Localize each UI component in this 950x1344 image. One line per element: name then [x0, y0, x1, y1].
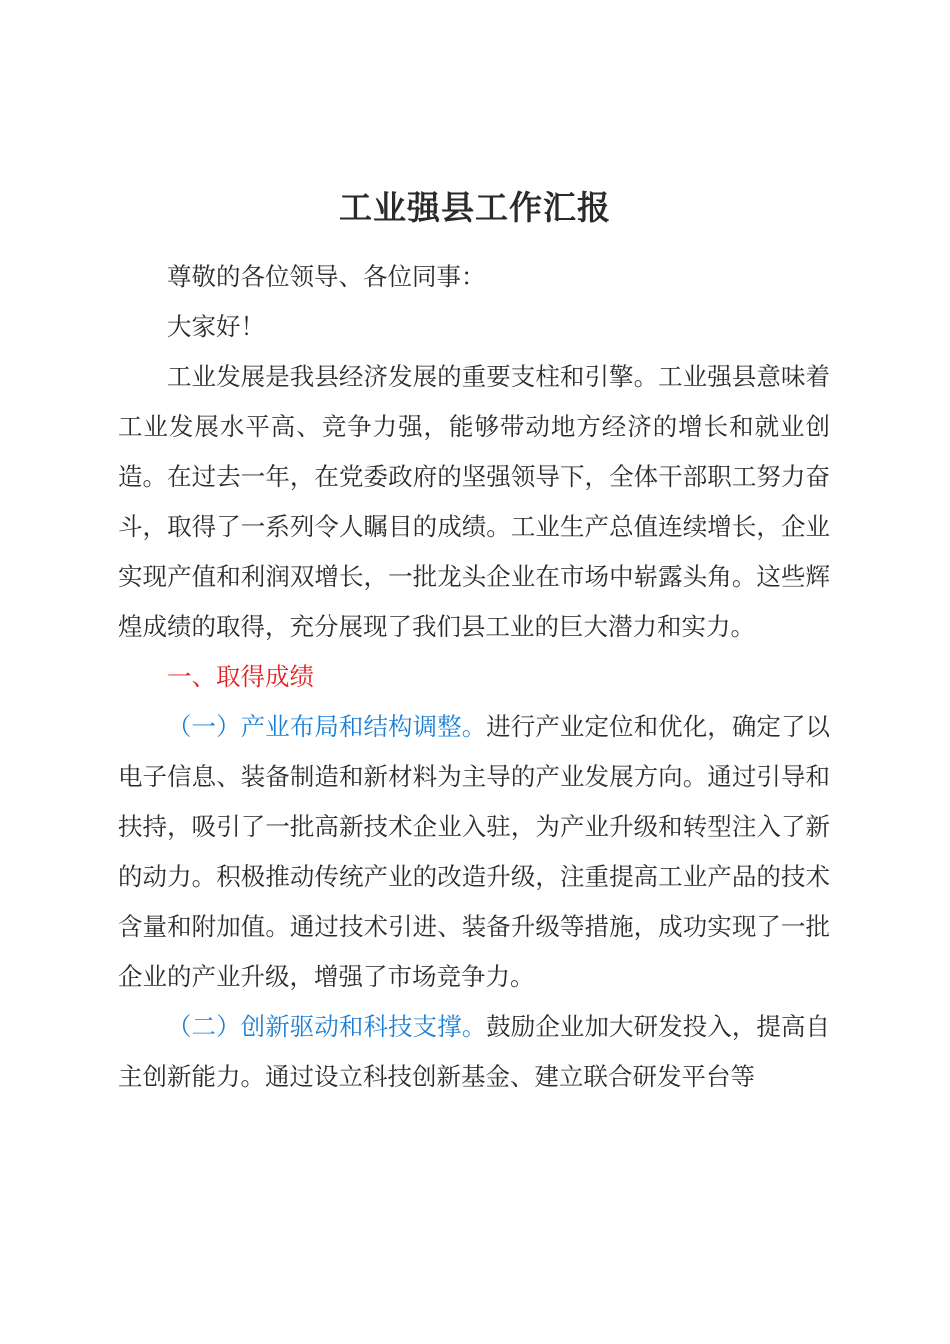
- paragraph-innovation: [118, 1002, 830, 1102]
- document-body: [118, 252, 830, 1102]
- greeting: 大家好！: [167, 312, 265, 341]
- paragraph-industry-layout: [118, 702, 830, 1002]
- document-title: 工业强县工作汇报: [339, 188, 611, 227]
- text-innovation: 鼓励企业加大研发投入，提高自主创新能力。通过设立科技创新基金、建立联合研发平台等: [118, 1012, 830, 1091]
- intro-paragraph: 工业发展是我县经济发展的重要支柱和引擎。工业强县意味着工业发展水平高、竞争力强，能够带动地方经济的增长和就业创造。在过去一年，在党委政府的坚强领导下，全体干部职工努力奋斗，取得了一系列令人瞩目的成绩。工业生产总值连续增长，企业实现产值和利润双增长，一批龙头企业在市场中崭露头角。这些辉煌成绩的取得，充分展现了我们县工业的巨大潜力和实力。: [118, 362, 830, 641]
- subheading-innovation: （二）创新驱动和科技支撑。: [167, 1012, 487, 1041]
- section-heading-achievements: 一、取得成绩: [167, 662, 314, 691]
- text-industry-layout: 进行产业定位和优化，确定了以电子信息、装备制造和新材料为主导的产业发展方向。通过引导和扶持，吸引了一批高新技术企业入驻，为产业升级和转型注入了新的动力。积极推动传统产业的改造升级，注重提高工业产品的技术含量和附加值。通过技术引进、装备升级等措施，成功实现了一批企业的产业升级，增强了市场竞争力。: [118, 712, 830, 991]
- subheading-industry-layout: （一）产业布局和结构调整。: [167, 712, 487, 741]
- salutation: 尊敬的各位领导、各位同事：: [167, 262, 486, 291]
